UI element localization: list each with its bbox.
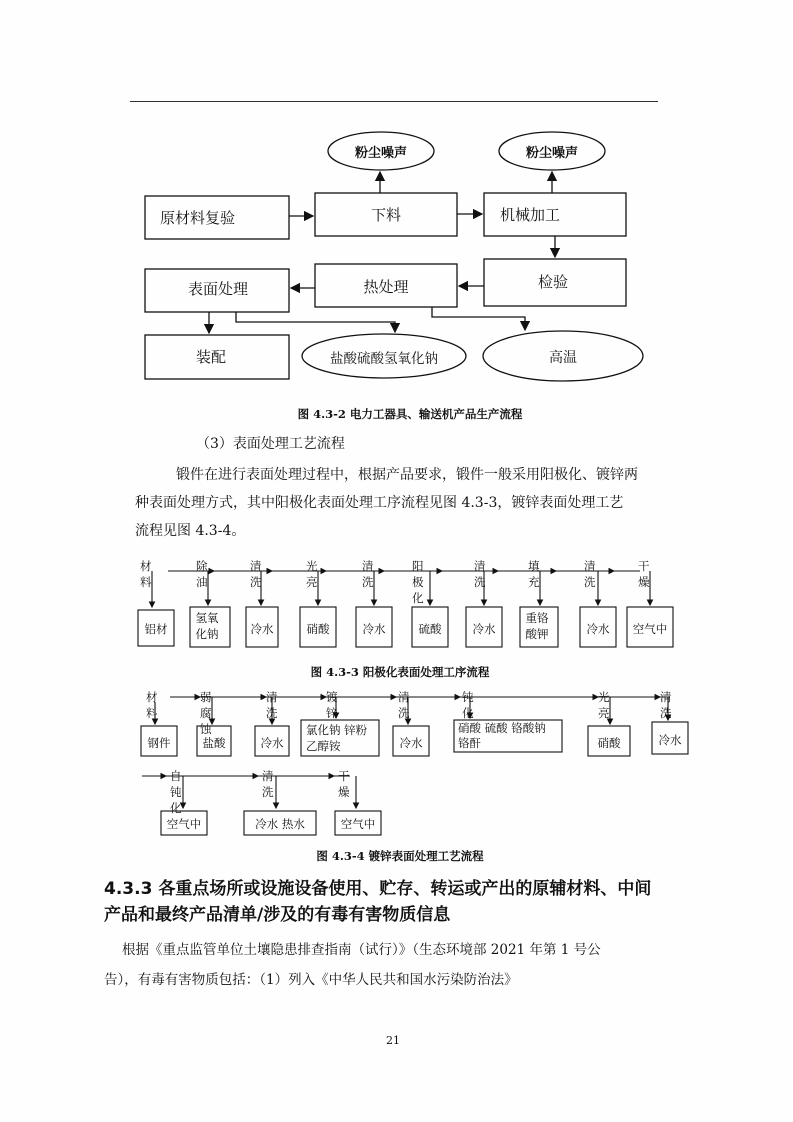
fig-4-3-4-caption: 图 4.3-4 镀锌表面处理工艺流程 [316, 849, 484, 863]
high-temp-label: 高温 [549, 350, 577, 366]
fig3-box-7: 冷水 [658, 733, 682, 747]
fig3-row2-box-1: 冷水 热水 [255, 817, 305, 831]
fig3-box-2: 冷水 [260, 736, 284, 750]
fig2-box-8: 冷水 [586, 622, 610, 636]
fig2-step-7: 填充 [528, 559, 540, 589]
fig3-box-5: 硝酸 硫酸 铬酸钠 铬酐 [458, 721, 546, 750]
fig2-step-3: 光亮 [306, 559, 318, 589]
noise-label-1: 粉尘噪声 [354, 146, 407, 161]
fig3-box-0: 钢件 [147, 736, 171, 750]
fig2-step-0: 材料 [140, 559, 152, 589]
fig2-step-2: 清洗 [250, 559, 262, 589]
section-3-para-3: 流程见图 4.3-4。 [135, 523, 246, 539]
fig2-step-4: 清洗 [362, 559, 374, 589]
fig2-box-1: 氢氧化钠 [195, 611, 219, 641]
fig2-step-8: 清洗 [584, 559, 596, 589]
fig3-row2-step-0: 自钝化 [170, 769, 182, 815]
fig2-box-2: 冷水 [250, 622, 274, 636]
inspect-label: 检验 [538, 273, 569, 291]
fig3-row2-step-2: 干燥 [338, 769, 350, 799]
fig2-box-4: 冷水 [362, 622, 386, 636]
fig2-box-0: 铝材 [144, 622, 168, 636]
page-number: 21 [386, 1034, 400, 1047]
fig2-box-6: 冷水 [472, 622, 496, 636]
section-3-para-1: 锻件在进行表面处理过程中，根据产品要求，锻件一般采用阳极化、镀锌两 [176, 467, 638, 483]
fig3-step-7: 清洗 [660, 690, 672, 720]
section-4-3-3-para-2: 告），有毒有害物质包括：（1）列入《中华人民共和国水污染防治法》 [104, 972, 518, 988]
acids-label: 盐酸硫酸氢氧化钠 [330, 351, 438, 367]
fig3-box-4: 冷水 [399, 736, 423, 750]
section-3-para-2: 种表面处理方式，其中阳极化表面处理工序流程见图 4.3-3，镀锌表面处理工艺 [135, 495, 624, 511]
fig-4-3-3-caption: 图 4.3-3 阳极化表面处理工序流程 [310, 665, 490, 679]
fig2-step-6: 清洗 [474, 559, 486, 589]
fig2-step-1: 除油 [196, 559, 208, 589]
section-4-3-3-para-1: 根据《重点监管单位土壤隐患排查指南（试行）》（生态环境部 2021 年第 1 号公 [122, 942, 601, 958]
fig3-step-4: 清洗 [398, 690, 410, 720]
surface-label: 表面处理 [188, 280, 249, 298]
fig2-box-3: 硝酸 [306, 622, 330, 636]
header-rule [130, 101, 658, 102]
fig3-row2-box-0: 空气中 [166, 817, 202, 831]
fig3-box-1: 盐酸 [202, 736, 226, 750]
fig3-step-2: 清洗 [266, 690, 278, 720]
section-4-3-3-heading-1: 4.3.3 各重点场所或设施设备使用、贮存、转运或产出的原辅材料、中间 [104, 879, 652, 899]
fig3-box-3: 氯化钠 锌粉 乙醇铵 [306, 723, 368, 753]
fig3-step-1: 弱腐蚀 [200, 690, 212, 736]
section-4-3-3-heading-2: 产品和最终产品清单/涉及的有毒有害物质信息 [104, 905, 451, 925]
fig3-step-3: 镀锌 [326, 690, 338, 720]
fig3-box-6: 硝酸 [597, 736, 621, 750]
blanking-label: 下料 [370, 206, 401, 224]
noise-label-2: 粉尘噪声 [525, 146, 578, 161]
fig2-step-5: 阳极化 [412, 559, 424, 605]
fig3-step-0: 材料 [146, 690, 158, 720]
fig3-row2-box-2: 空气中 [340, 817, 376, 831]
fig3-step-6: 光亮 [598, 690, 610, 720]
machining-label: 机械加工 [500, 206, 561, 224]
raw-check-label: 原材料复验 [160, 209, 236, 227]
fig2-box-7: 重铬酸钾 [525, 611, 549, 641]
fig2-box-9: 空气中 [632, 622, 668, 636]
fig3-step-5: 钝化 [462, 690, 474, 720]
fig-4-3-2-caption: 图 4.3-2 电力工器具、输送机产品生产流程 [297, 407, 523, 421]
fig2-box-5: 硫酸 [418, 622, 442, 636]
fig2-step-9: 干燥 [638, 559, 650, 589]
section-3-title: （3）表面处理工艺流程 [196, 436, 345, 452]
assembly-label: 装配 [196, 348, 227, 366]
heat-label: 热处理 [363, 278, 409, 296]
fig3-row2-step-1: 清洗 [262, 769, 274, 799]
